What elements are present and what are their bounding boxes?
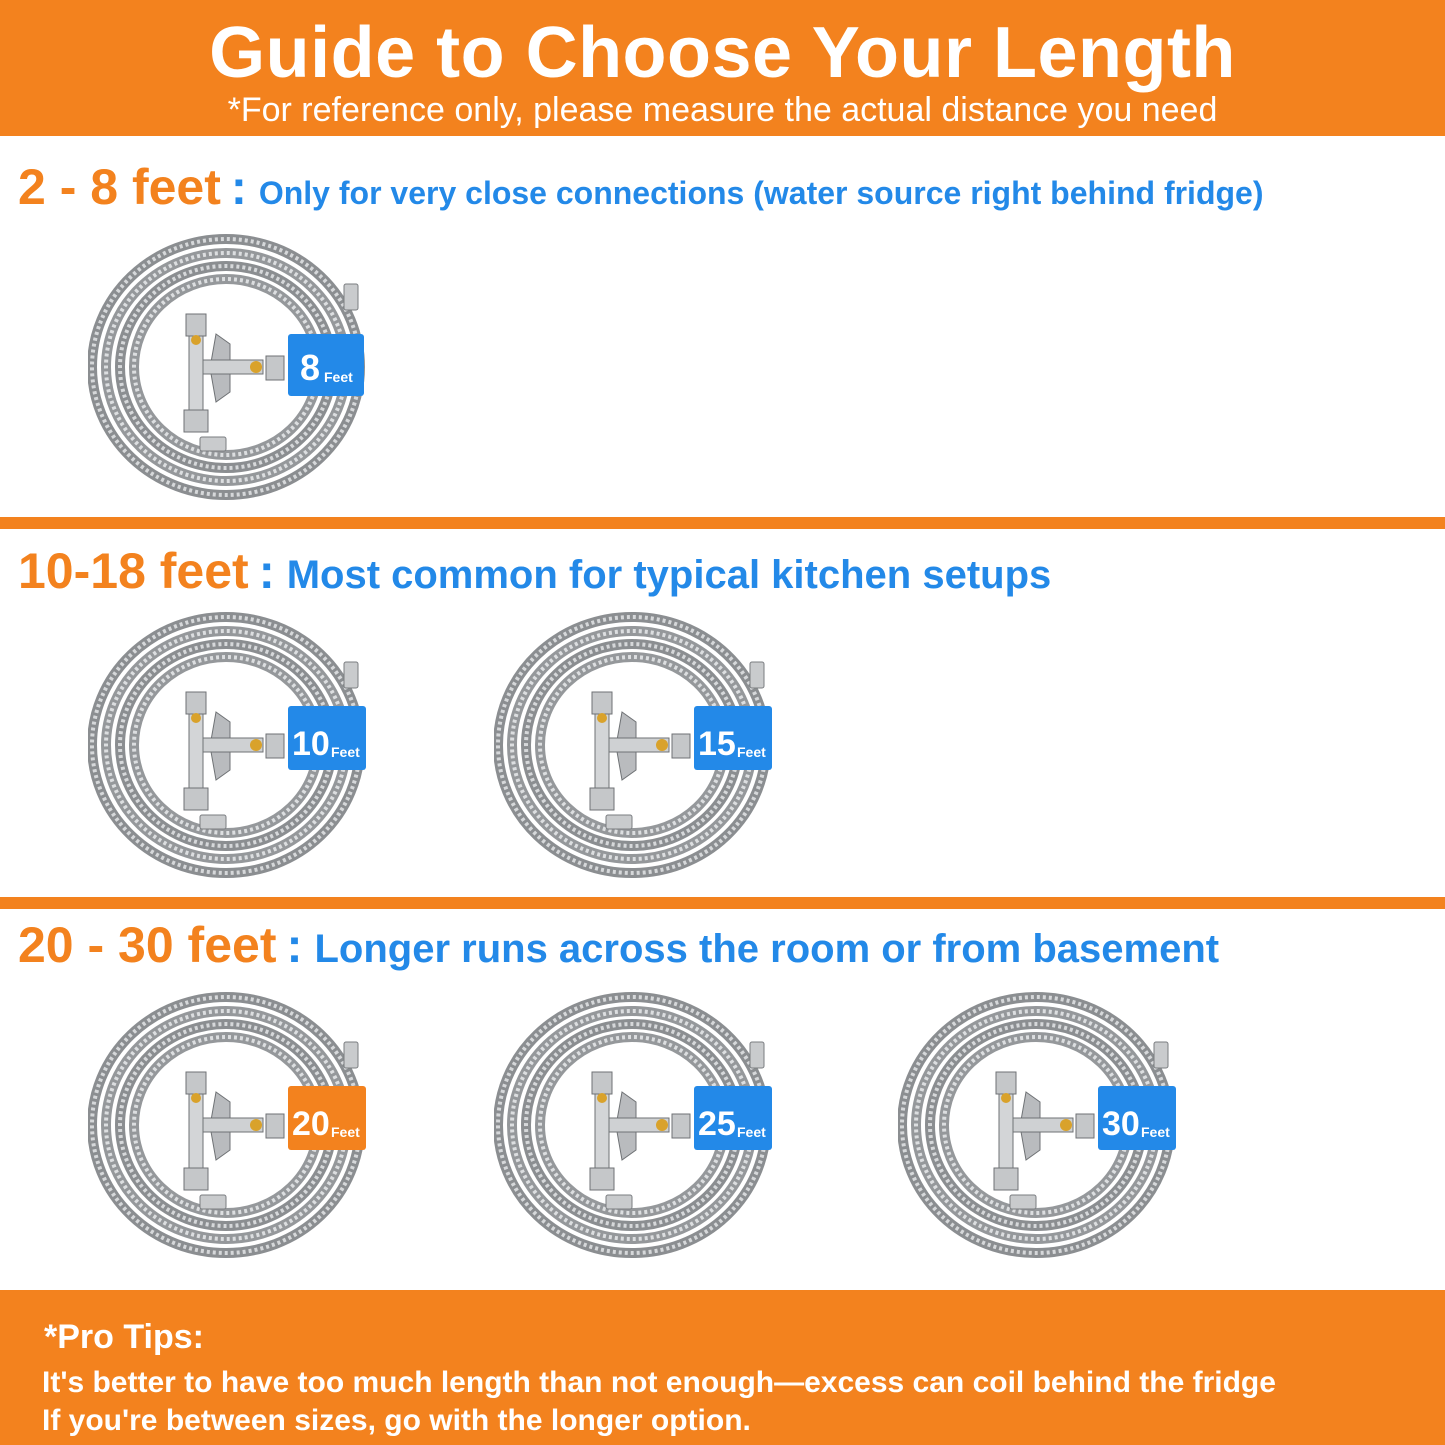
section-divider	[0, 897, 1445, 909]
length-range: 2 - 8 feet	[18, 159, 221, 215]
hose-product-image	[898, 990, 1198, 1260]
tag-number: 25	[698, 1105, 736, 1143]
hose-product-image	[494, 990, 794, 1260]
hose-product-image	[88, 610, 388, 880]
hose-coil-graphic	[88, 610, 388, 880]
heading-colon: :	[258, 546, 275, 599]
section-heading-1	[18, 158, 1263, 216]
pro-tips-banner	[0, 1290, 1445, 1445]
hose-coil-graphic	[494, 610, 794, 880]
tag-number: 15	[698, 725, 736, 763]
section-heading-2	[18, 542, 1051, 600]
heading-colon: :	[286, 920, 303, 973]
hose-product-image	[88, 232, 388, 502]
tag-unit: Feet	[737, 1124, 766, 1140]
tag-unit: Feet	[331, 744, 360, 760]
header-banner	[0, 0, 1445, 136]
hose-coil-graphic	[494, 990, 794, 1260]
tag-number: 20	[292, 1105, 330, 1143]
tag-number: 8	[300, 347, 321, 388]
page-title: Guide to Choose Your Length	[209, 13, 1236, 93]
section-heading-3	[18, 916, 1219, 974]
tag-unit: Feet	[1141, 1124, 1170, 1140]
length-range: 20 - 30 feet	[18, 917, 277, 973]
hose-product-image	[494, 610, 794, 880]
hose-coil-graphic	[88, 990, 388, 1260]
hose-product-image	[88, 990, 388, 1260]
tag-number: 30	[1102, 1105, 1140, 1143]
tag-number: 10	[292, 725, 330, 763]
hose-coil-graphic	[88, 232, 388, 502]
section-divider	[0, 517, 1445, 529]
page-subtitle: *For reference only, please measure the actual distance you need	[227, 91, 1218, 129]
length-description: Longer runs across the room or from basement	[314, 927, 1220, 971]
tag-unit: Feet	[324, 369, 353, 385]
hose-coil-graphic	[898, 990, 1198, 1260]
length-description: Only for very close connections (water source right behind fridge)	[258, 175, 1264, 211]
tag-unit: Feet	[737, 744, 766, 760]
pro-tip: It's better to have too much length than not enough—excess can coil behind the fridge	[42, 1366, 1276, 1399]
tag-unit: Feet	[331, 1124, 360, 1140]
length-range: 10-18 feet	[18, 543, 249, 599]
heading-colon: :	[230, 162, 247, 215]
pro-tips-title: *Pro Tips:	[44, 1318, 204, 1356]
length-description: Most common for typical kitchen setups	[286, 553, 1052, 597]
pro-tip: If you're between sizes, go with the longer option.	[42, 1404, 751, 1437]
